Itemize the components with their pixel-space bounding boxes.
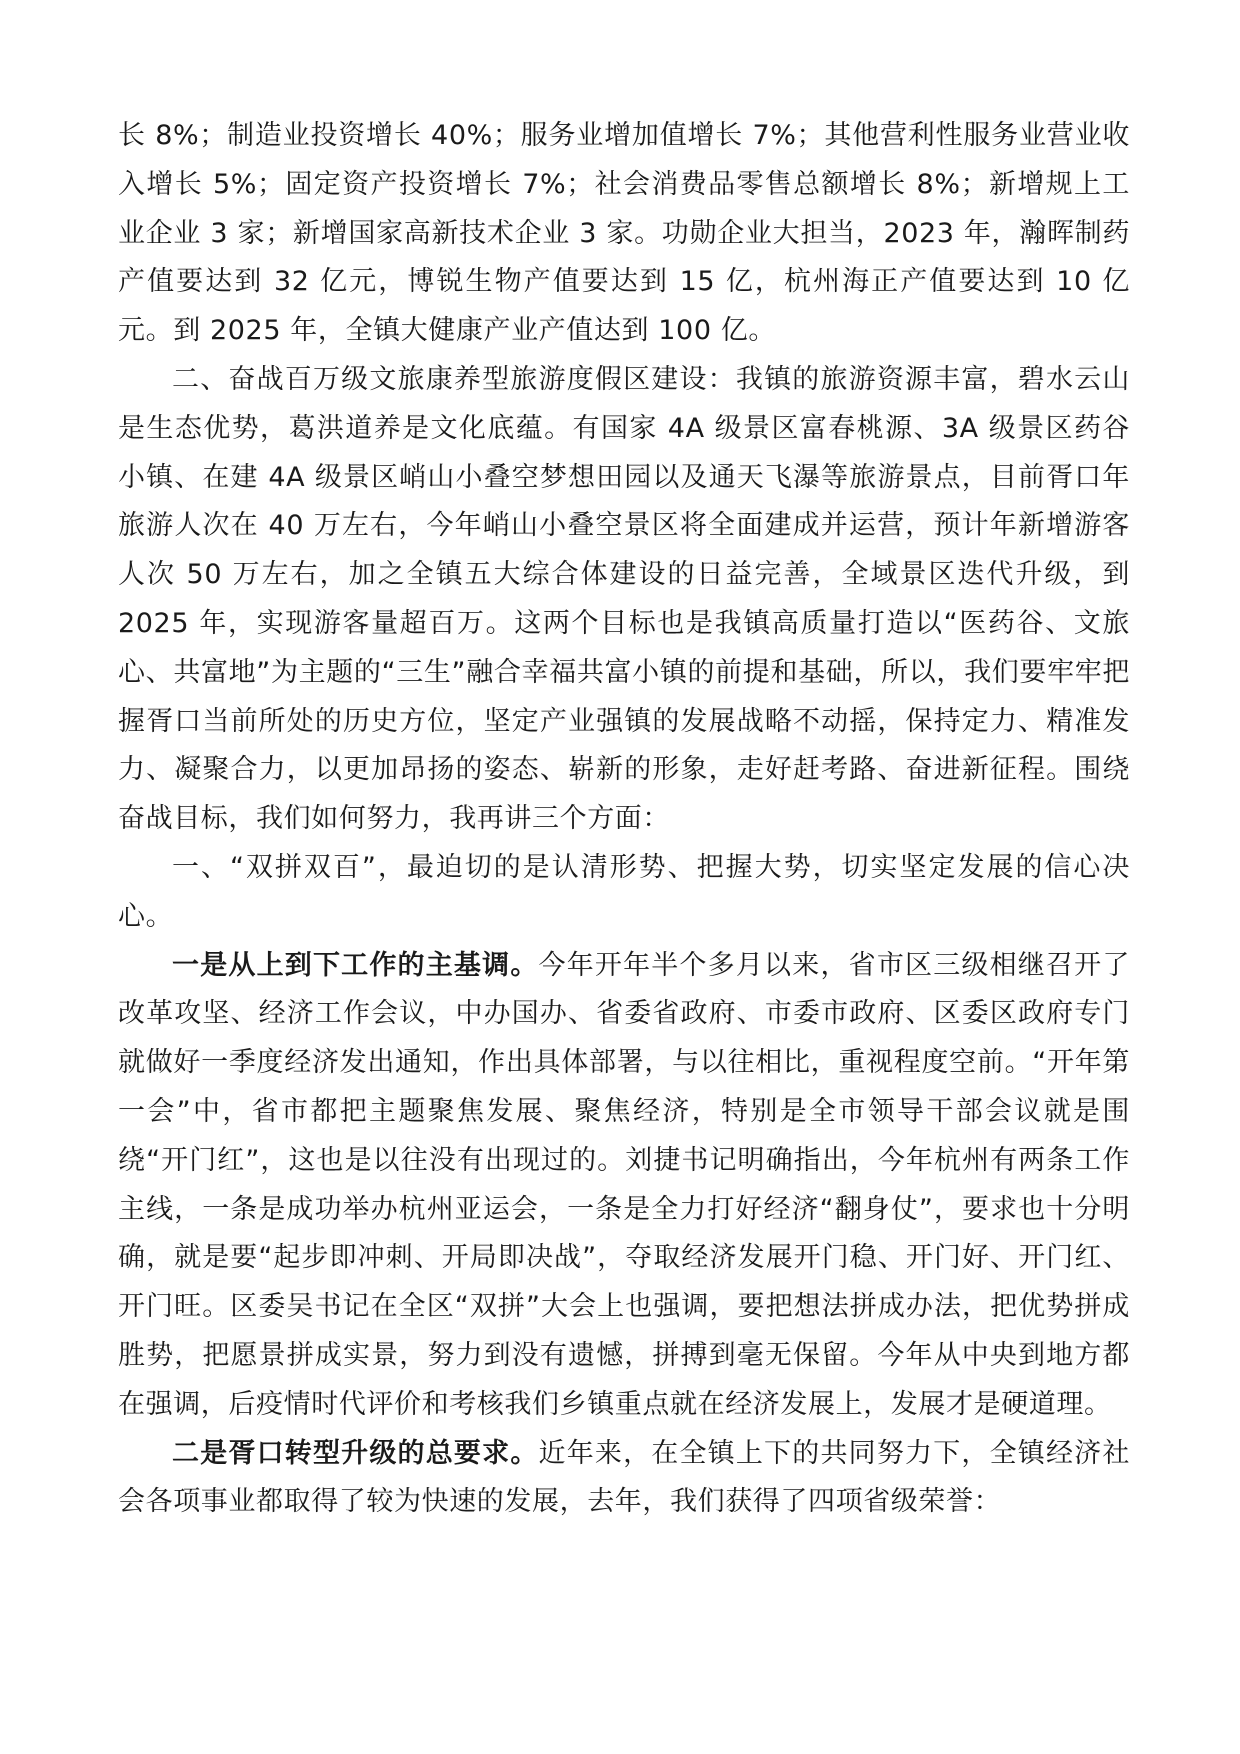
paragraph-text: 近年来，在全镇上下的共同努力下，全镇经济社会各项事业都取得了较为快速的发展，去年，我们获得了四项省级荣誉： (118, 1437, 1130, 1518)
document-page (118, 112, 1130, 1527)
paragraph-3 (118, 844, 1130, 942)
paragraph-5 (118, 1430, 1130, 1528)
paragraph-text: 今年开年半个多月以来，省市区三级相继召开了改革攻坚、经济工作会议，中办国办、省委省政府、市委市政府、区委区政府专门就做好一季度经济发出通知，作出具体部署，与以往相比，重视程度空前。“开年第一会”中，省市都把主题聚焦发展、聚焦经济，特别是全市领导干部会议就是围绕“开门红”，这也是以往没有出现过的。刘捷书记明确指出，今年杭州有两条工作主线，一条是成功举办杭州亚运会，一条是全力打好经济“翻身仗”，要求也十分明确，就是要“起步即冲刺、开局即决战”，夺取经济发展开门稳、开门好、开门红、开门旺。区委吴书记在全区“双拼”大会上也强调，要把想法拼成办法，把优势拼成胜势，把愿景拼成实景，努力到没有遗憾，拼搏到毫无保留。今年从中央到地方都在强调，后疫情时代评价和考核我们乡镇重点就在经济发展上，发展才是硬道理。 (118, 949, 1130, 1420)
paragraph-text: 二、奋战百万级文旅康养型旅游度假区建设：我镇的旅游资源丰富，碧水云山是生态优势，葛洪道养是文化底蕴。有国家 4A 级景区富春桃源、3A 级景区药谷小镇、在建 4A 级景区峭山小叠空梦想田园以及通天飞瀑等旅游景点，目前胥口年旅游人次在 40 万左右，今年峭山小叠空景区将全面建成并运营，预计年新增游客人次 50 万左右，加之全镇五大综合体建设的日益完善，全域景区迭代升级，到 2025 年，实现游客量超百万。这两个目标也是我镇高质量打造以“医药谷、文旅心、共富地”为主题的“三生”融合幸福共富小镇的前提和基础，所以，我们要牢牢把握胥口当前所处的历史方位，坚定产业强镇的发展战略不动摇，保持定力、精准发力、凝聚合力，以更加昂扬的姿态、崭新的形象，走好赶考路、奋进新征程。围绕奋战目标，我们如何努力，我再讲三个方面： (118, 363, 1130, 835)
paragraph-2 (118, 356, 1130, 844)
paragraph-lead: 二是胥口转型升级的总要求。 (172, 1437, 539, 1469)
paragraph-text: 长 8%；制造业投资增长 40%；服务业增加值增长 7%；其他营利性服务业营业收入增长 5%；固定资产投资增长 7%；社会消费品零售总额增长 8%；新增规上工业企业 3 家；新增国家高新技术企业 3 家。功勋企业大担当，2023 年，瀚晖制药产值要达到 32 亿元，博锐生物产值要达到 15 亿，杭州海正产值要达到 10 亿元。到 2025 年，全镇大健康产业产值达到 100 亿。 (118, 120, 1130, 347)
paragraph-4 (118, 942, 1130, 1430)
paragraph-1 (118, 112, 1130, 356)
paragraph-lead: 一是从上到下工作的主基调。 (172, 949, 539, 981)
paragraph-text: 一、“双拼双百”，最迫切的是认清形势、把握大势，切实坚定发展的信心决心。 (118, 851, 1130, 932)
